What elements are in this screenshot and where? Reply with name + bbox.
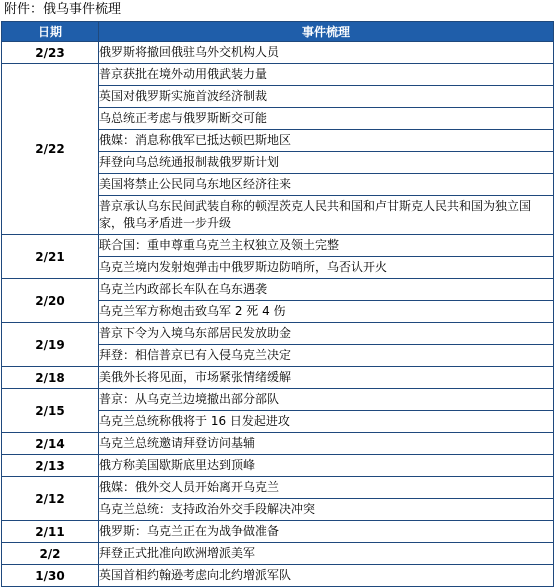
event-date: 2/11 — [2, 521, 99, 543]
event-description: 俄罗斯将撤回俄驻乌外交机构人员 — [99, 42, 554, 64]
table-row — [2, 477, 554, 499]
event-description: 联合国：重申尊重乌克兰主权独立及领土完整 — [99, 235, 554, 257]
event-description: 俄罗斯：乌克兰正在为战争做准备 — [99, 521, 554, 543]
table-row — [2, 433, 554, 455]
event-date: 2/13 — [2, 455, 99, 477]
event-description: 拜登：相信普京已有入侵乌克兰决定 — [99, 345, 554, 367]
event-date: 2/22 — [2, 64, 99, 235]
event-description: 乌总统正考虑与俄罗斯断交可能 — [99, 108, 554, 130]
event-description: 普京下令为入境乌东部居民发放助金 — [99, 323, 554, 345]
event-date: 2/21 — [2, 235, 99, 279]
table-row — [2, 323, 554, 345]
event-description: 拜登正式批准向欧洲增派美军 — [99, 543, 554, 565]
event-description: 俄媒：俄外交人员开始离开乌克兰 — [99, 477, 554, 499]
event-date: 2/20 — [2, 279, 99, 323]
table-header-row — [2, 22, 554, 42]
table-row — [2, 455, 554, 477]
event-description: 英国对俄罗斯实施首波经济制裁 — [99, 86, 554, 108]
event-date: 2/12 — [2, 477, 99, 521]
event-date: 2/15 — [2, 389, 99, 433]
table-row — [2, 367, 554, 389]
table-row — [2, 521, 554, 543]
event-description: 乌克兰总统称俄将于 16 日发起进攻 — [99, 411, 554, 433]
events-table — [1, 21, 554, 587]
event-description: 俄媒：消息称俄军已抵达顿巴斯地区 — [99, 130, 554, 152]
event-date: 2/14 — [2, 433, 99, 455]
table-row — [2, 42, 554, 64]
event-date: 2/2 — [2, 543, 99, 565]
table-row — [2, 235, 554, 257]
document-title: 附件：俄乌事件梳理 — [4, 2, 122, 17]
event-description: 美国将禁止公民同乌东地区经济往来 — [99, 174, 554, 196]
event-description: 拜登向乌总统通报制裁俄罗斯计划 — [99, 152, 554, 174]
event-description: 乌克兰境内发射炮弹击中俄罗斯边防哨所，乌否认开火 — [99, 257, 554, 279]
event-description: 美俄外长将见面，市场紧张情绪缓解 — [99, 367, 554, 389]
event-description: 乌克兰总统：支持政治外交手段解决冲突 — [99, 499, 554, 521]
event-column-header: 事件梳理 — [99, 22, 554, 42]
table-row — [2, 389, 554, 411]
table-body — [2, 42, 554, 587]
date-column-header: 日期 — [2, 22, 99, 42]
event-description: 普京承认乌东民间武装自称的顿涅茨克人民共和国和卢甘斯克人民共和国为独立国家，俄乌矛盾进一步升级 — [99, 196, 554, 235]
event-description: 普京：从乌克兰边境撤出部分部队 — [99, 389, 554, 411]
event-date: 2/18 — [2, 367, 99, 389]
event-description: 俄方称美国歇斯底里达到顶峰 — [99, 455, 554, 477]
event-date: 2/19 — [2, 323, 99, 367]
event-description: 英国首相约翰逊考虑向北约增派军队 — [99, 565, 554, 587]
table-row — [2, 543, 554, 565]
event-date: 2/23 — [2, 42, 99, 64]
table-row — [2, 64, 554, 86]
event-description: 乌克兰内政部长车队在乌东遇袭 — [99, 279, 554, 301]
event-date: 1/30 — [2, 565, 99, 587]
table-row — [2, 279, 554, 301]
event-description: 乌克兰军方称炮击致乌军 2 死 4 伤 — [99, 301, 554, 323]
event-description: 乌克兰总统邀请拜登访问基辅 — [99, 433, 554, 455]
table-row — [2, 565, 554, 587]
event-description: 普京获批在境外动用俄武装力量 — [99, 64, 554, 86]
